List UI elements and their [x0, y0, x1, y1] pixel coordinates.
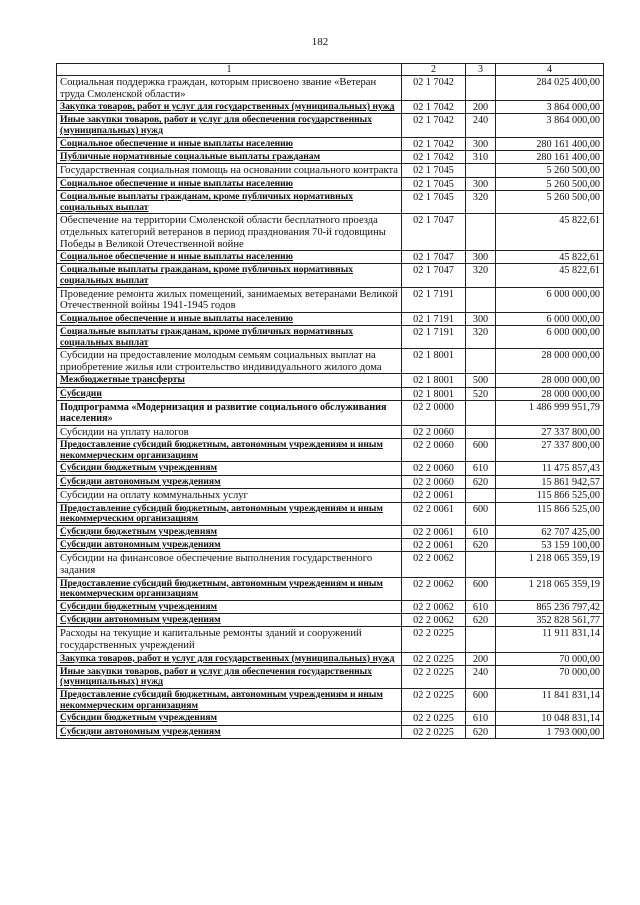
row-code-cell: 02 1 7042	[402, 137, 466, 150]
row-type-cell: 320	[466, 264, 496, 287]
page-number: 182	[311, 36, 329, 48]
header-col-3: 3	[466, 64, 496, 76]
row-code-cell: 02 1 7047	[402, 264, 466, 287]
row-name-cell: Субсидии бюджетным учреждениям	[57, 525, 402, 538]
row-type-cell: 240	[466, 665, 496, 688]
row-code-cell: 02 2 0225	[402, 712, 466, 725]
row-name-cell: Обеспечение на территории Смоленской области бесплатного проезда отдельных категорий ветеранов в период празднования 70-й годовщины Победы в Великой Отечественной войне	[57, 214, 402, 251]
table-row	[57, 251, 604, 264]
row-amount-cell: 53 159 100,00	[496, 539, 604, 552]
row-name-cell: Социальное обеспечение и иные выплаты населению	[57, 312, 402, 325]
header-col-4: 4	[496, 64, 604, 76]
table-row	[57, 349, 604, 374]
row-code-cell: 02 2 0000	[402, 401, 466, 426]
table-row	[57, 264, 604, 287]
row-type-cell: 240	[466, 114, 496, 137]
row-code-cell: 02 1 7042	[402, 150, 466, 163]
row-type-cell	[466, 425, 496, 439]
table-row	[57, 114, 604, 137]
row-amount-cell: 3 864 000,00	[496, 101, 604, 114]
row-amount-cell: 115 866 525,00	[496, 502, 604, 525]
row-type-cell: 320	[466, 326, 496, 349]
row-amount-cell: 11 475 857,43	[496, 462, 604, 475]
row-type-cell: 310	[466, 150, 496, 163]
row-code-cell: 02 1 7191	[402, 326, 466, 349]
row-code-cell: 02 2 0225	[402, 689, 466, 712]
row-amount-cell: 1 218 065 359,19	[496, 577, 604, 600]
row-amount-cell: 28 000 000,00	[496, 387, 604, 400]
row-name-cell: Субсидии бюджетным учреждениям	[57, 462, 402, 475]
row-name-cell: Проведение ремонта жилых помещений, занимаемых ветеранами Великой Отечественной войны 1941-1945 годов	[57, 287, 402, 312]
table-row	[57, 712, 604, 725]
row-name-cell: Субсидии на предоставление молодым семьям социальных выплат на приобретение жилья или строительство индивидуального жилого дома	[57, 349, 402, 374]
row-amount-cell: 6 000 000,00	[496, 287, 604, 312]
row-name-cell: Межбюджетные трансферты	[57, 374, 402, 387]
row-type-cell	[466, 76, 496, 101]
table-row	[57, 489, 604, 503]
row-type-cell: 300	[466, 251, 496, 264]
row-amount-cell: 3 864 000,00	[496, 114, 604, 137]
table-row	[57, 577, 604, 600]
table-row	[57, 191, 604, 214]
row-name-cell: Социальное обеспечение и иные выплаты населению	[57, 251, 402, 264]
table-row	[57, 552, 604, 577]
table-row	[57, 614, 604, 627]
row-name-cell: Субсидии автономным учреждениям	[57, 539, 402, 552]
table-row	[57, 287, 604, 312]
row-code-cell: 02 2 0060	[402, 439, 466, 462]
table-row	[57, 627, 604, 652]
row-type-cell: 300	[466, 177, 496, 190]
row-code-cell: 02 1 7042	[402, 114, 466, 137]
table-row	[57, 665, 604, 688]
table-row	[57, 539, 604, 552]
table-row	[57, 214, 604, 251]
row-amount-cell: 5 260 500,00	[496, 191, 604, 214]
row-type-cell: 520	[466, 387, 496, 400]
table-body	[57, 76, 604, 739]
row-amount-cell: 865 236 797,42	[496, 600, 604, 613]
row-code-cell: 02 2 0061	[402, 525, 466, 538]
row-type-cell: 600	[466, 439, 496, 462]
row-type-cell	[466, 627, 496, 652]
table-row	[57, 401, 604, 426]
row-amount-cell: 45 822,61	[496, 264, 604, 287]
row-type-cell: 620	[466, 539, 496, 552]
row-amount-cell: 27 337 800,00	[496, 439, 604, 462]
row-code-cell: 02 2 0060	[402, 425, 466, 439]
row-name-cell: Субсидии автономным учреждениям	[57, 475, 402, 488]
row-amount-cell: 280 161 400,00	[496, 137, 604, 150]
row-type-cell: 610	[466, 712, 496, 725]
table-row	[57, 600, 604, 613]
row-type-cell: 620	[466, 475, 496, 488]
table-row	[57, 76, 604, 101]
row-amount-cell: 45 822,61	[496, 251, 604, 264]
table-row	[57, 326, 604, 349]
row-name-cell: Субсидии	[57, 387, 402, 400]
row-amount-cell: 5 260 500,00	[496, 164, 604, 178]
row-amount-cell: 10 048 831,14	[496, 712, 604, 725]
table-row	[57, 374, 604, 387]
row-amount-cell: 11 911 831,14	[496, 627, 604, 652]
row-name-cell: Социальные выплаты гражданам, кроме публичных нормативных социальных выплат	[57, 191, 402, 214]
row-type-cell: 300	[466, 137, 496, 150]
row-code-cell: 02 2 0062	[402, 577, 466, 600]
row-type-cell	[466, 164, 496, 178]
header-col-1: 1	[57, 64, 402, 76]
row-type-cell: 300	[466, 312, 496, 325]
table-row	[57, 475, 604, 488]
row-name-cell: Государственная социальная помощь на основании социального контракта	[57, 164, 402, 178]
row-code-cell: 02 2 0061	[402, 502, 466, 525]
row-name-cell: Субсидии бюджетным учреждениям	[57, 712, 402, 725]
table-row	[57, 502, 604, 525]
row-code-cell: 02 1 8001	[402, 387, 466, 400]
row-amount-cell: 70 000,00	[496, 652, 604, 665]
table-row	[57, 312, 604, 325]
row-name-cell: Закупка товаров, работ и услуг для государственных (муниципальных) нужд	[57, 101, 402, 114]
row-type-cell	[466, 489, 496, 503]
row-type-cell: 320	[466, 191, 496, 214]
row-type-cell: 600	[466, 577, 496, 600]
row-code-cell: 02 1 7045	[402, 164, 466, 178]
row-type-cell: 610	[466, 600, 496, 613]
row-code-cell: 02 1 8001	[402, 349, 466, 374]
table-row	[57, 164, 604, 178]
row-code-cell: 02 2 0061	[402, 539, 466, 552]
row-name-cell: Субсидии автономным учреждениям	[57, 725, 402, 738]
row-amount-cell: 62 707 425,00	[496, 525, 604, 538]
row-code-cell: 02 1 8001	[402, 374, 466, 387]
header-row	[57, 64, 604, 76]
row-amount-cell: 15 861 942,57	[496, 475, 604, 488]
row-code-cell: 02 2 0062	[402, 552, 466, 577]
row-code-cell: 02 1 7047	[402, 214, 466, 251]
row-code-cell: 02 1 7042	[402, 101, 466, 114]
row-type-cell: 500	[466, 374, 496, 387]
row-name-cell: Субсидии автономным учреждениям	[57, 614, 402, 627]
row-code-cell: 02 2 0061	[402, 489, 466, 503]
row-amount-cell: 1 218 065 359,19	[496, 552, 604, 577]
row-name-cell: Субсидии на оплату коммунальных услуг	[57, 489, 402, 503]
row-type-cell	[466, 349, 496, 374]
table-row	[57, 439, 604, 462]
row-amount-cell: 352 828 561,77	[496, 614, 604, 627]
row-amount-cell: 1 793 000,00	[496, 725, 604, 738]
row-type-cell: 600	[466, 689, 496, 712]
row-amount-cell: 27 337 800,00	[496, 425, 604, 439]
row-amount-cell: 280 161 400,00	[496, 150, 604, 163]
row-type-cell: 200	[466, 652, 496, 665]
row-name-cell: Социальные выплаты гражданам, кроме публичных нормативных социальных выплат	[57, 264, 402, 287]
row-name-cell: Предоставление субсидий бюджетным, автономным учреждениям и иным некоммерческим организациям	[57, 577, 402, 600]
row-type-cell: 600	[466, 502, 496, 525]
row-name-cell: Субсидии на финансовое обеспечение выполнения государственного задания	[57, 552, 402, 577]
row-type-cell: 610	[466, 525, 496, 538]
row-name-cell: Предоставление субсидий бюджетным, автономным учреждениям и иным некоммерческим организациям	[57, 439, 402, 462]
row-code-cell: 02 2 0062	[402, 614, 466, 627]
table-row	[57, 387, 604, 400]
row-name-cell: Иные закупки товаров, работ и услуг для обеспечения государственных (муниципальных) нужд	[57, 665, 402, 688]
table-row	[57, 177, 604, 190]
row-amount-cell: 115 866 525,00	[496, 489, 604, 503]
table-row	[57, 137, 604, 150]
row-code-cell: 02 2 0225	[402, 652, 466, 665]
row-amount-cell: 28 000 000,00	[496, 374, 604, 387]
table-row	[57, 689, 604, 712]
row-name-cell: Публичные нормативные социальные выплаты гражданам	[57, 150, 402, 163]
table-row	[57, 425, 604, 439]
header-col-2: 2	[402, 64, 466, 76]
row-amount-cell: 284 025 400,00	[496, 76, 604, 101]
table-row	[57, 652, 604, 665]
row-name-cell: Закупка товаров, работ и услуг для государственных (муниципальных) нужд	[57, 652, 402, 665]
row-code-cell: 02 1 7042	[402, 76, 466, 101]
table-row	[57, 150, 604, 163]
row-code-cell: 02 2 0060	[402, 462, 466, 475]
row-type-cell: 620	[466, 725, 496, 738]
row-code-cell: 02 1 7191	[402, 312, 466, 325]
row-amount-cell: 11 841 831,14	[496, 689, 604, 712]
row-type-cell	[466, 287, 496, 312]
row-name-cell: Подпрограмма «Модернизация и развитие социального обслуживания населения»	[57, 401, 402, 426]
row-type-cell: 610	[466, 462, 496, 475]
row-name-cell: Предоставление субсидий бюджетным, автономным учреждениям и иным некоммерческим организациям	[57, 502, 402, 525]
row-code-cell: 02 2 0062	[402, 600, 466, 613]
table-row	[57, 101, 604, 114]
row-name-cell: Субсидии бюджетным учреждениям	[57, 600, 402, 613]
row-code-cell: 02 2 0225	[402, 665, 466, 688]
row-name-cell: Субсидии на уплату налогов	[57, 425, 402, 439]
row-code-cell: 02 1 7045	[402, 191, 466, 214]
row-type-cell: 200	[466, 101, 496, 114]
row-code-cell: 02 2 0225	[402, 627, 466, 652]
row-name-cell: Социальная поддержка граждан, которым присвоено звание «Ветеран труда Смоленской области»	[57, 76, 402, 101]
row-name-cell: Социальное обеспечение и иные выплаты населению	[57, 137, 402, 150]
row-code-cell: 02 1 7047	[402, 251, 466, 264]
row-type-cell: 620	[466, 614, 496, 627]
budget-table	[56, 63, 604, 739]
row-amount-cell: 5 260 500,00	[496, 177, 604, 190]
table-row	[57, 725, 604, 738]
table-header	[57, 64, 604, 76]
row-name-cell: Иные закупки товаров, работ и услуг для обеспечения государственных (муниципальных) нужд	[57, 114, 402, 137]
row-type-cell	[466, 552, 496, 577]
row-code-cell: 02 2 0060	[402, 475, 466, 488]
row-code-cell: 02 2 0225	[402, 725, 466, 738]
row-amount-cell: 6 000 000,00	[496, 326, 604, 349]
row-code-cell: 02 1 7191	[402, 287, 466, 312]
row-type-cell	[466, 214, 496, 251]
row-name-cell: Расходы на текущие и капитальные ремонты зданий и сооружений государственных учреждений	[57, 627, 402, 652]
row-amount-cell: 45 822,61	[496, 214, 604, 251]
row-code-cell: 02 1 7045	[402, 177, 466, 190]
row-amount-cell: 6 000 000,00	[496, 312, 604, 325]
row-amount-cell: 28 000 000,00	[496, 349, 604, 374]
row-type-cell	[466, 401, 496, 426]
row-name-cell: Социальные выплаты гражданам, кроме публичных нормативных социальных выплат	[57, 326, 402, 349]
row-name-cell: Предоставление субсидий бюджетным, автономным учреждениям и иным некоммерческим организациям	[57, 689, 402, 712]
row-amount-cell: 1 486 999 951,79	[496, 401, 604, 426]
row-amount-cell: 70 000,00	[496, 665, 604, 688]
table-row	[57, 525, 604, 538]
row-name-cell: Социальное обеспечение и иные выплаты населению	[57, 177, 402, 190]
table-row	[57, 462, 604, 475]
